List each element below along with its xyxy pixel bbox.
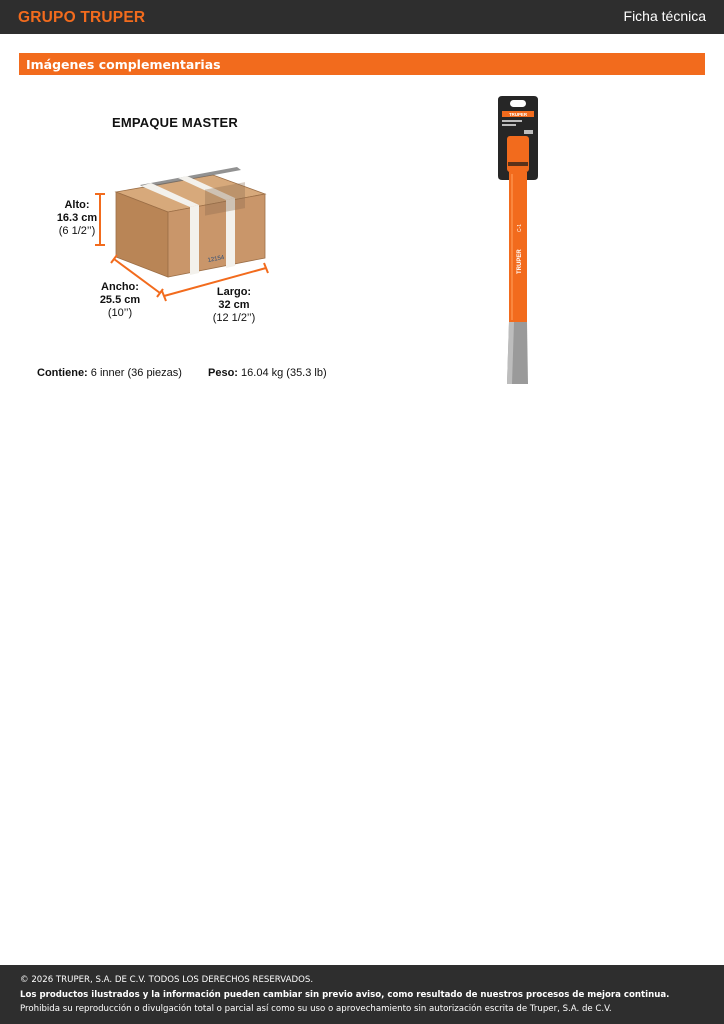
document-type: Ficha técnica: [623, 8, 706, 24]
card-barcode: [524, 130, 533, 134]
card-text-line-1: [502, 120, 522, 122]
largo-dimension: [201, 286, 267, 325]
footer: [0, 965, 724, 1024]
card-brand-text: TRUPER: [508, 112, 528, 117]
chisel-brand-text: TRUPER: [517, 249, 523, 274]
chisel-model-text: C-1: [517, 223, 523, 232]
card-text-line-2: [502, 124, 516, 126]
section-title: Imágenes complementarias: [26, 57, 221, 72]
ancho-dimension-cap-1: [111, 255, 117, 263]
box-code: 12154: [207, 254, 225, 264]
footer-copyright: © 2026 TRUPER, S.A. DE C.V. TODOS LOS DERECHOS RESERVADOS.: [20, 975, 314, 985]
chisel-highlight: [511, 174, 513, 320]
master-pack-title: EMPAQUE MASTER: [111, 115, 239, 130]
brand-logo: GRUPO TRUPER: [18, 9, 146, 26]
footer-legal: Prohibida su reproducción o divulgación total o parcial así como su uso o aprovechamiento sin autorización escrita de Truper, S.A. de C.V.: [20, 1004, 612, 1014]
chisel-head: [507, 136, 529, 172]
box-strap-front-1: [190, 205, 199, 275]
contents-label: Contiene:: [37, 367, 88, 379]
weight-value: 16.04 kg (35.3 lb): [241, 367, 327, 379]
alto-metric: 16.3 cm: [56, 212, 98, 224]
largo-imperial: (12 1/2’’): [212, 312, 256, 324]
contents-value: 6 inner (36 piezas): [90, 367, 182, 379]
contents-info: [37, 367, 182, 379]
largo-metric: 32 cm: [218, 299, 250, 311]
card-band: [508, 162, 528, 166]
alto-dimension: [52, 199, 102, 238]
largo-label: Largo:: [216, 286, 252, 298]
ancho-metric: 25.5 cm: [99, 294, 141, 306]
ancho-imperial: (10’’): [107, 307, 133, 319]
alto-label: Alto:: [64, 199, 90, 211]
weight-info: [208, 367, 327, 379]
footer-notice: Los productos ilustrados y la información pueden cambiar sin previo aviso, como resultado de nuestros procesos de mejora continua.: [20, 990, 670, 1000]
weight-label: Peso:: [208, 367, 238, 379]
ancho-label: Ancho:: [101, 281, 139, 293]
master-box-image: [0, 0, 724, 420]
hang-hole: [510, 100, 526, 107]
alto-imperial: (6 1/2’’): [58, 225, 96, 237]
product-image: [490, 92, 550, 392]
ancho-dimension: [90, 281, 150, 320]
